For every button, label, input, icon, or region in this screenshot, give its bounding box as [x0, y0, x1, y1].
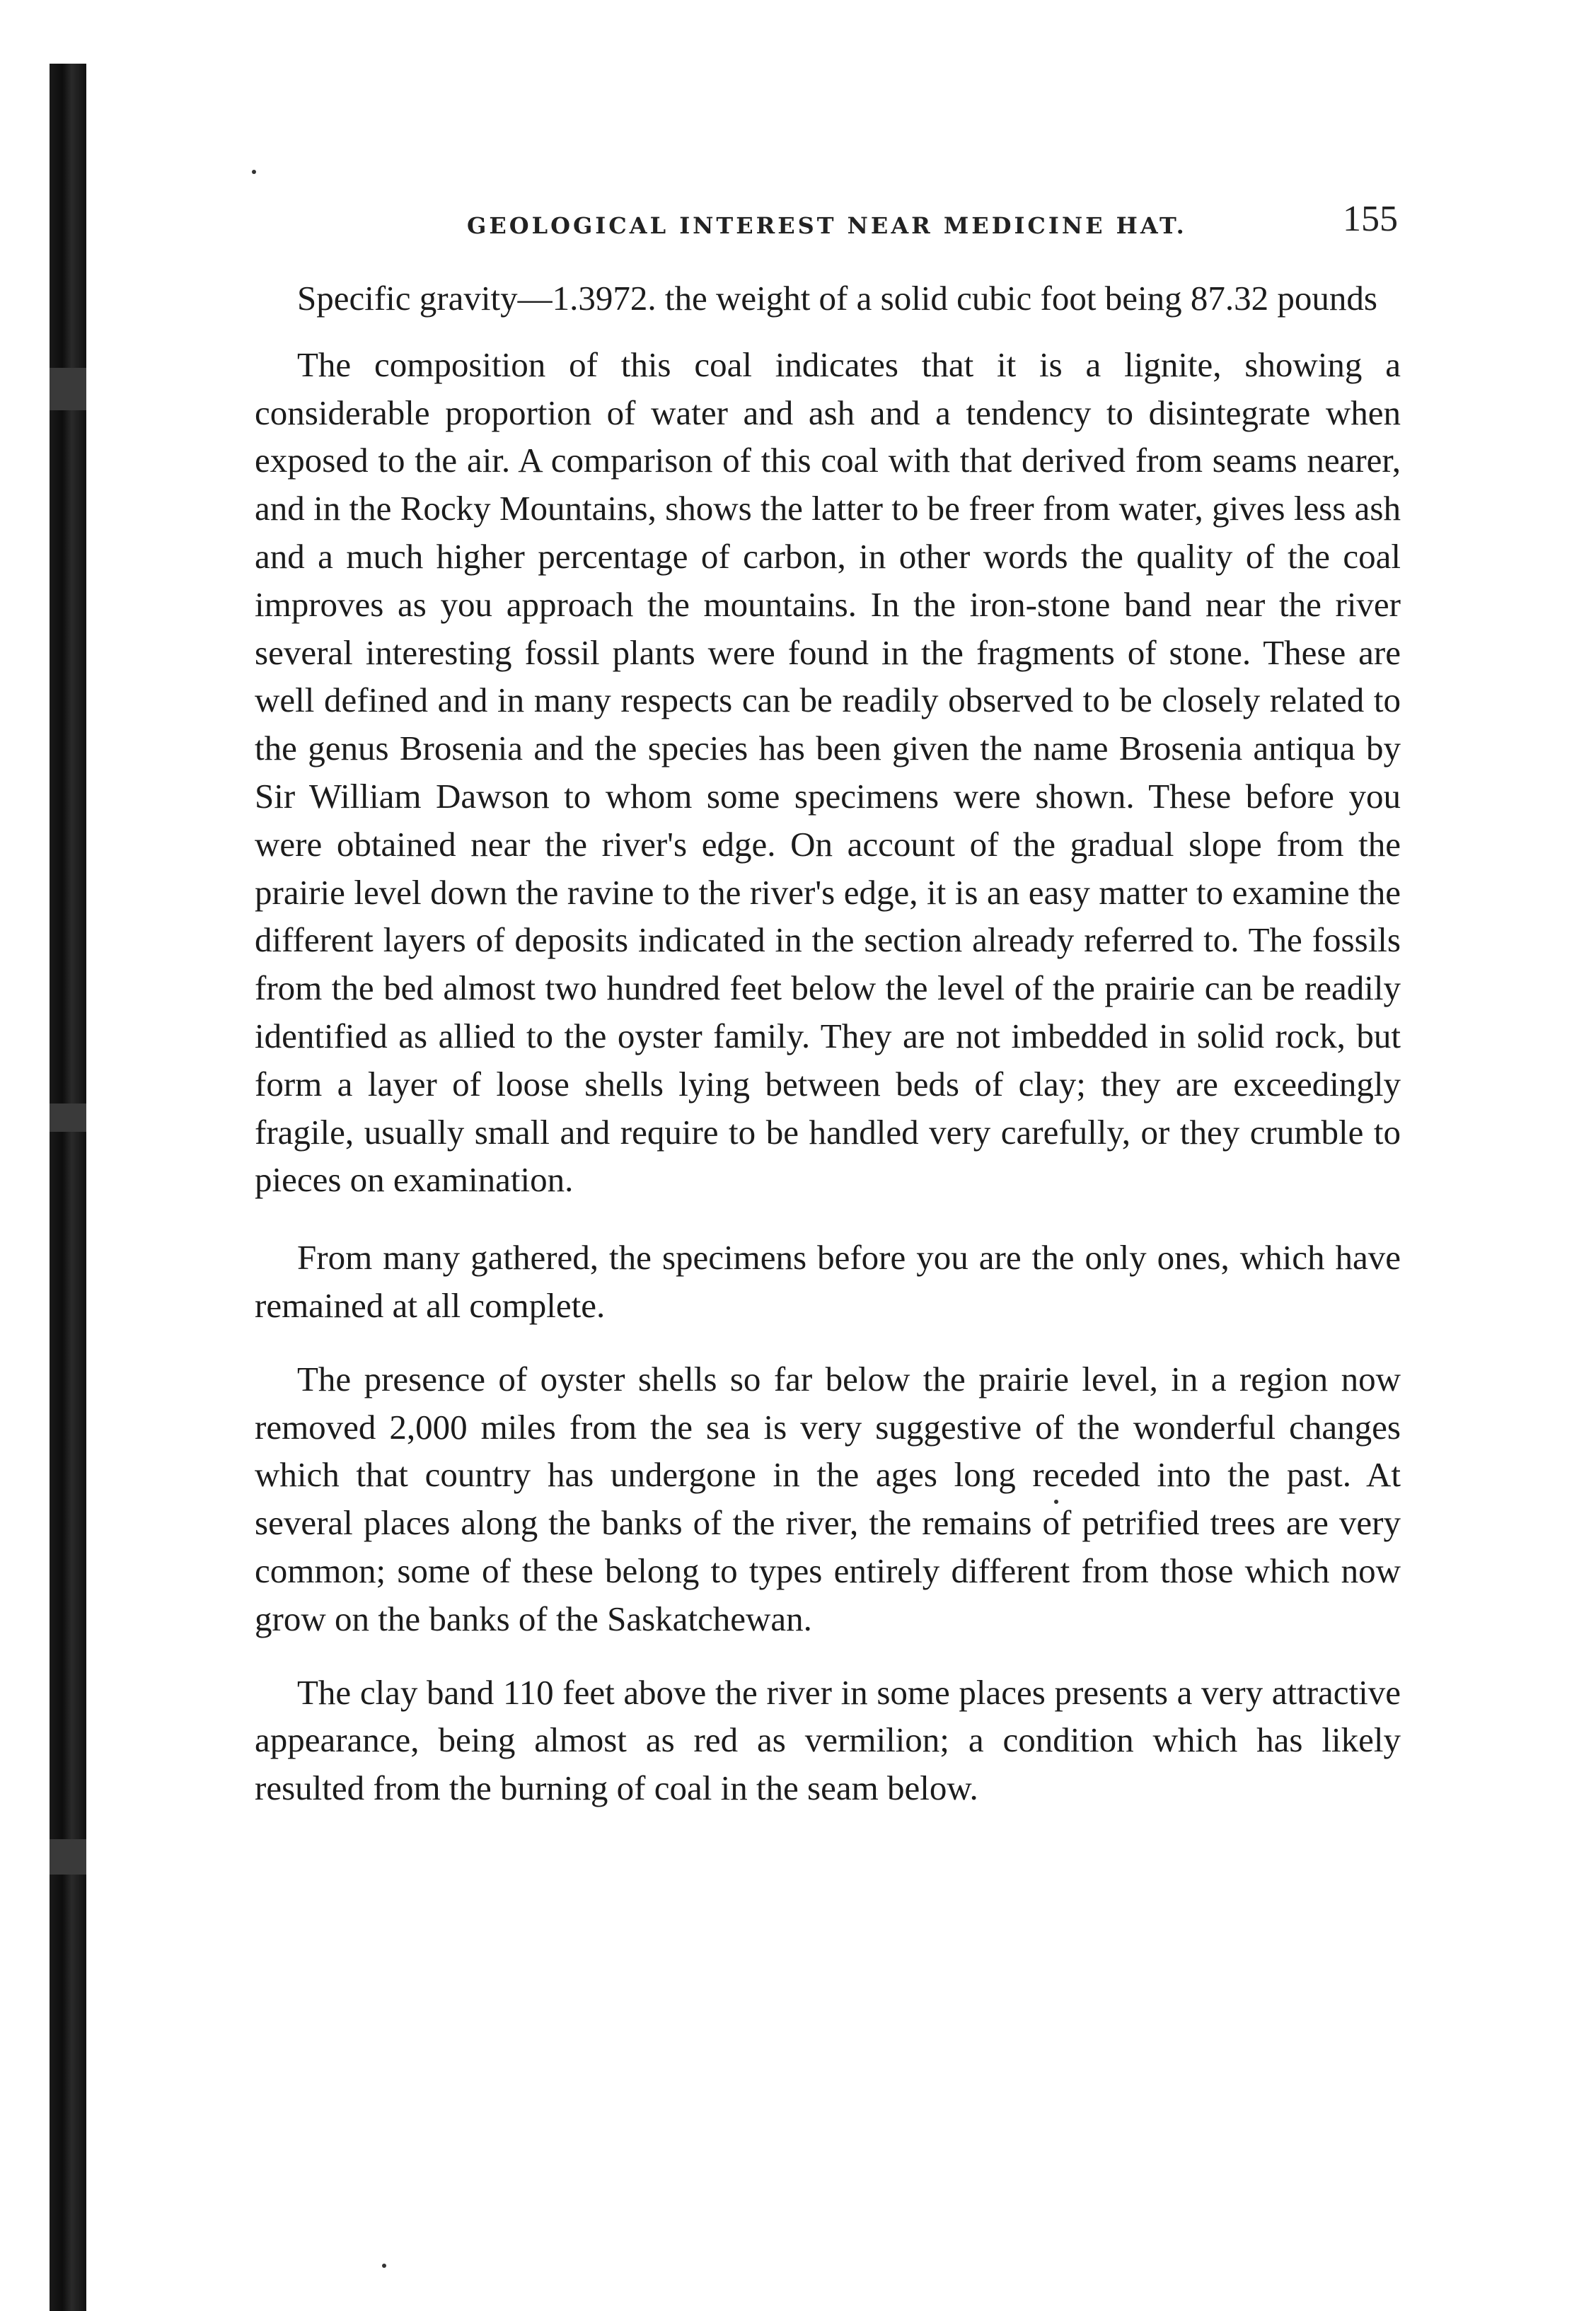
paragraph: The clay band 110 feet above the river in some places presents a very attractive appearance, being almost as red as vermilion; a condition which has likely resulted from the burning of coal in the seam below.	[255, 1672, 1401, 1808]
running-title: GEOLOGICAL INTEREST NEAR MEDICINE HAT.	[467, 212, 1187, 239]
paragraph: The composition of this coal indicates that it is a lignite, showing a considerable proportion of water and ash and a tendency to disintegrate when exposed to the air. A comparison of this coal with that derived from seams nearer, and in the Rocky Mountains, shows the latter to be freer from water, gives less ash and a much higher percentage of carbon, in other words the quality of the coal improves as you approach the mountains. In the iron-stone band near the river several interesting fossil plants were found in the fragments of stone. These are well defined and in many respects can be readily observed to be closely related to the genus Brosenia and the species has been given the name Brosenia antiqua by Sir William Dawson to whom some specimens were shown. These before you were obtained near the river's edge. On account of the gradual slope from the prairie level down the ravine to the river's edge, it is an easy matter to examine the different layers of deposits indicated in the section already referred to. The fossils from the bed almost two hundred feet below the level of the prairie can be readily identified as allied to the oyster family. They are not imbedded in solid rock, but form a layer of loose shells lying between beds of clay; they are exceedingly fragile, usually small and require to be handled very carefully, or they crumble to pieces on examination.	[255, 344, 1401, 1200]
paragraph: The presence of oyster shells so far below the prairie level, in a region now removed 2,000 miles from the sea is very suggestive of the wonderful changes which that country has undergone in the ages long receded into the past. At several places along the banks of the river, the remains of petrified trees are very common; some of these belong to types entirely different from those which now grow on the banks of the Saskatchewan.	[255, 1359, 1401, 1638]
scan-speck	[252, 170, 256, 174]
page-body	[255, 198, 1401, 1812]
scan-edge-mark	[50, 368, 86, 410]
scan-edge-mark	[50, 1839, 86, 1875]
scan-edge-mark	[50, 1104, 86, 1132]
page-header	[255, 198, 1401, 248]
paragraph: Specific gravity—1.3972. the weight of a solid cubic foot being 87.32 pounds	[297, 279, 1377, 318]
paragraph: From many gathered, the specimens before you are the only ones, which have remained at all complete.	[255, 1238, 1401, 1325]
page-number: 155	[1343, 199, 1398, 239]
scan-speck	[382, 2264, 386, 2268]
